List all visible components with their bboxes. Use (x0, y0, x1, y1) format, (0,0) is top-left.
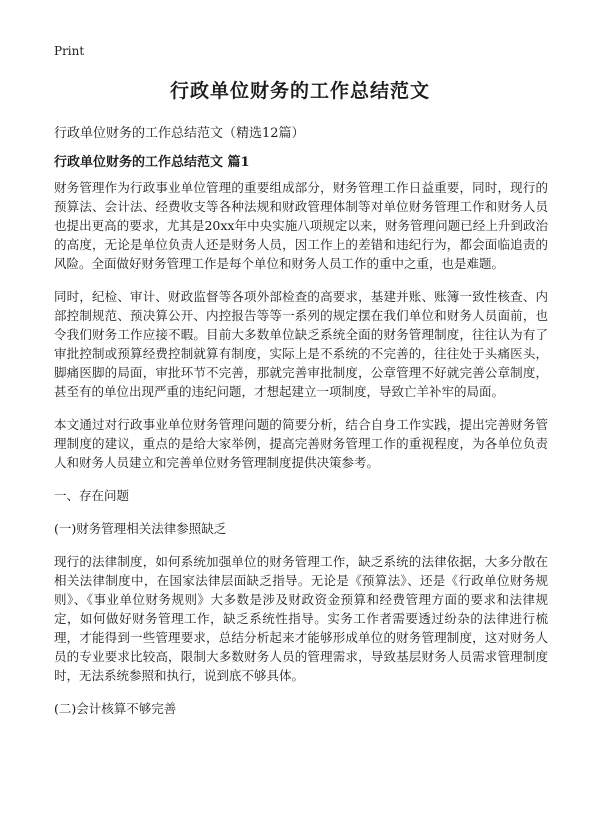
subheading-legal-reference: (一)财务管理相关法律参照缺乏 (54, 521, 227, 536)
paragraph-2: 同时，纪检、审计、财政监督等各项外部检查的高要求，基建并账、账簿一致性核查、内部控制规范、预决算公开、内控报告等等一系列的规定摆在我们单位和财务人员面前，也令我们财务工作应接不暇。目前大多数单位缺乏系统全面的财务管理制度，往往认为有了审批控制或预算经费控制就算有制度，实际上是不系统的不完善的，往往处于头痛医头，脚痛医脚的局面，审批环节不完善，那就完善审批制度，公章管理不好就完善公章制度，甚至有的单位出现严重的违纪问题，才想起建立一项制度，导致亡羊补牢的局面。 (54, 289, 548, 399)
document-title: 行政单位财务的工作总结范文 (169, 80, 430, 102)
paragraph-1: 财务管理作为行政事业单位管理的重要组成部分，财务管理工作日益重要，同时，现行的预算法、会计法、经费收支等各种法规和财政管理体制等对单位财务管理工作和财务人员也提出更高的要求，尤其是20xx年中央实施八项规定以来，财务管理问题已经上升到政治的高度，无论是单位负责人还是财务人员，因工作上的差错和违纪行为，都会面临追责的风险。全面做好财务管理工作是每个单位和财务人员工作的重中之重，也是难题。 (54, 180, 548, 271)
document-subtitle: 行政单位财务的工作总结范文（精选12篇） (54, 126, 305, 141)
section-heading: 行政单位财务的工作总结范文 篇1 (54, 155, 250, 170)
paragraph-4: 现行的法律制度，如何系统加强单位的财务管理工作，缺乏系统的法律依据，大多分散在相关法律制度中，在国家法律层面缺乏指导。无论是《预算法》、还是《行政单位财务规则》、《事业单位财务规则》大多数是涉及财政资金预算和经费管理方面的要求和法律规定，如何做好财务管理工作，缺乏系统性指导。实务工作者需要透过纷杂的法律进行梳理，才能得到一些管理要求，总结分析起来才能够形成单位的财务管理制度，这对财务人员的专业要求比较高，限制大多数财务人员的管理需求，导致基层财务人员需求管理制度时，无法系统参照和执行，说到底不够具体。 (54, 554, 548, 683)
print-link[interactable]: Print (54, 44, 85, 58)
document-body (54, 178, 548, 732)
paragraph-3: 本文通过对行政事业单位财务管理问题的简要分析，结合自身工作实践，提出完善财务管理制度的建议，重点的是给大家举例，提高完善财务管理工作的重视程度，为各单位负责人和财务人员建立和完善单位财务管理制度提供决策参考。 (54, 417, 548, 470)
subheading-existing-problems: 一、存在问题 (54, 488, 130, 503)
subheading-accounting: (二)会计核算不够完善 (54, 701, 177, 716)
